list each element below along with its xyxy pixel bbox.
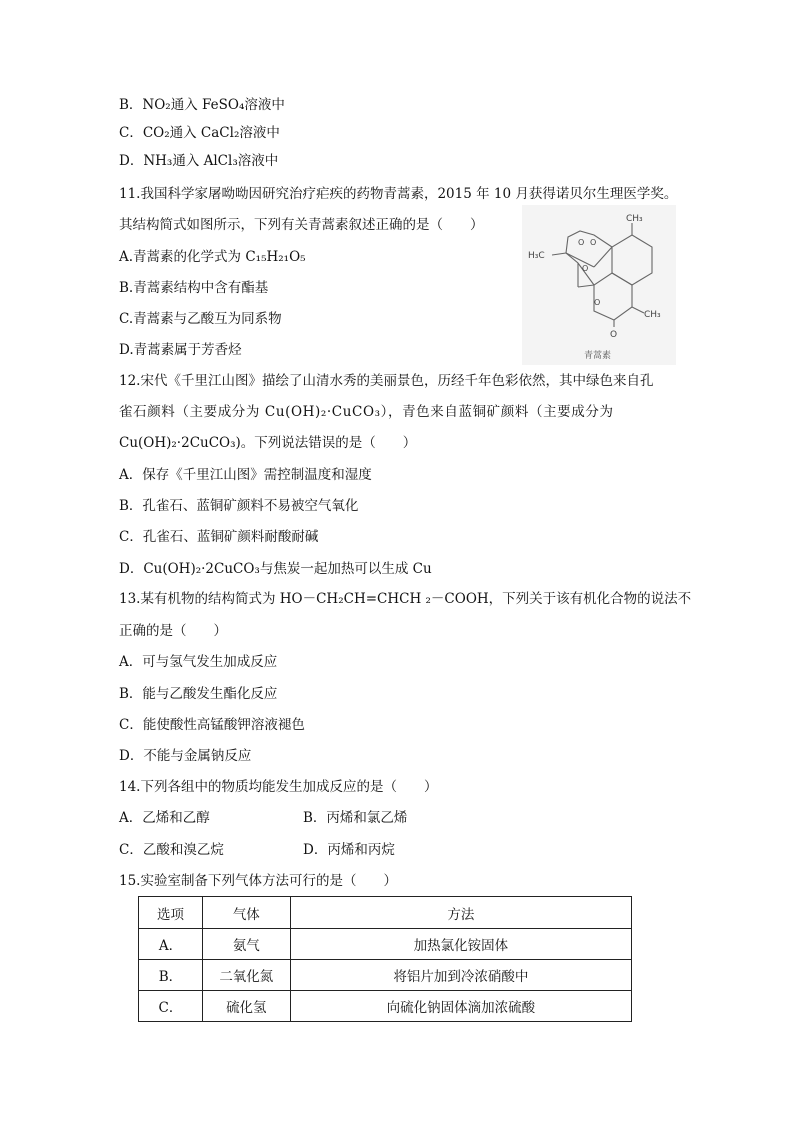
label-peroxide-o2: O bbox=[590, 238, 597, 247]
q14-option-a: A．乙烯和乙醇 bbox=[119, 810, 210, 826]
table-row bbox=[139, 929, 632, 960]
peroxide-ring bbox=[566, 231, 612, 285]
q11-stem-line1: 11.我国科学家屠呦呦因研究治疗疟疾的药物青蒿素，2015 年 10 月获得诺贝尔生理医学奖。 bbox=[119, 186, 678, 202]
lactone-ring bbox=[594, 273, 632, 320]
methyl-bond-right bbox=[632, 307, 644, 313]
q11-option-d: D.青蒿素属于芳香烃 bbox=[119, 342, 242, 358]
q14-option-d: D．丙烯和丙烷 bbox=[303, 842, 395, 858]
q15-options-table bbox=[138, 896, 632, 1022]
q12-stem-line2: 雀石颜料（主要成分为 Cu(OH)₂·CuCO₃），青色来自蓝铜矿颜料（主要成分为 bbox=[119, 404, 614, 420]
q12-stem-line3: Cu(OH)₂·2CuCO₃)。下列说法错误的是（ ） bbox=[119, 435, 417, 451]
q13-option-a: A．可与氢气发生加成反应 bbox=[119, 654, 278, 670]
artemisinin-structure-figure bbox=[522, 205, 676, 365]
q12-option-a: A．保存《千里江山图》需控制温度和湿度 bbox=[119, 467, 372, 483]
q11-option-b: B.青蒿素结构中含有酯基 bbox=[119, 280, 269, 296]
q12-option-c: C．孔雀石、蓝铜矿颜料耐酸耐碱 bbox=[119, 529, 319, 545]
cell-gas: 硫化氢 bbox=[202, 991, 290, 1022]
header-method: 方法 bbox=[290, 897, 631, 929]
q13-option-d: D．不能与金属钠反应 bbox=[119, 748, 252, 764]
q14-stem: 14.下列各组中的物质均能发生加成反应的是（ ） bbox=[119, 779, 438, 795]
q12-option-b: B．孔雀石、蓝铜矿颜料不易被空气氧化 bbox=[119, 498, 359, 514]
cell-method: 加热氯化铵固体 bbox=[290, 929, 631, 960]
q13-option-b: B．能与乙酸发生酯化反应 bbox=[119, 686, 278, 702]
q10-option-d: D．NH₃通入 AlCl₃溶液中 bbox=[119, 153, 279, 169]
table-header-row bbox=[139, 897, 632, 929]
q13-option-c: C．能使酸性高锰酸钾溶液褪色 bbox=[119, 717, 305, 733]
q13-stem-line2: 正确的是（ ） bbox=[119, 623, 227, 639]
figure-caption: 青蒿素 bbox=[584, 351, 612, 361]
q14-option-b: B．丙烯和氯乙烯 bbox=[303, 810, 408, 826]
cell-option: A． bbox=[139, 929, 203, 960]
q10-option-c: C．CO₂通入 CaCl₂溶液中 bbox=[119, 125, 280, 141]
q12-option-d: D．Cu(OH)₂·2CuCO₃与焦炭一起加热可以生成 Cu bbox=[119, 561, 432, 577]
artemisinin-structure-drawing bbox=[522, 205, 676, 365]
header-gas: 气体 bbox=[202, 897, 290, 929]
label-ether-o: O bbox=[582, 264, 589, 273]
cyclohexane-ring bbox=[612, 235, 652, 285]
label-ch3-top: CH₃ bbox=[626, 214, 643, 224]
q12-stem-line1: 12.宋代《千里江山图》描绘了山清水秀的美丽景色，历经千年色彩依然，其中绿色来自孔 bbox=[119, 373, 654, 389]
label-ch3-right: CH₃ bbox=[644, 310, 661, 320]
label-h3c: H₃C bbox=[528, 251, 545, 261]
cell-method: 将铝片加到冷浓硝酸中 bbox=[290, 960, 631, 991]
methyl-bond-left bbox=[552, 253, 566, 255]
table-row bbox=[139, 960, 632, 991]
ring-bond-bottom bbox=[578, 285, 594, 287]
q14-option-c: C．乙酸和溴乙烷 bbox=[119, 842, 224, 858]
q10-option-b: B．NO₂通入 FeSO₄溶液中 bbox=[119, 97, 285, 113]
q13-stem-line1: 13.某有机物的结构简式为 HO－CH₂CH=CHCH ₂－COOH，下列关于该有机化合物的说法不 bbox=[119, 591, 692, 607]
table-row bbox=[139, 991, 632, 1022]
q11-option-a: A.青蒿素的化学式为 C₁₅H₂₁O₅ bbox=[119, 249, 306, 265]
label-ring-o: O bbox=[594, 298, 601, 307]
cell-gas: 氨气 bbox=[202, 929, 290, 960]
label-peroxide-o1: O bbox=[578, 238, 585, 247]
header-option: 选项 bbox=[139, 897, 203, 929]
q15-stem: 15.实验室制备下列气体方法可行的是（ ） bbox=[119, 873, 397, 889]
bridge-bond-2 bbox=[594, 247, 612, 267]
q11-option-c: C.青蒿素与乙酸互为同系物 bbox=[119, 311, 282, 327]
label-carbonyl-o: O bbox=[610, 330, 618, 340]
q11-stem-line2: 其结构简式如图所示，下列有关青蒿素叙述正确的是（ ） bbox=[119, 217, 484, 233]
cell-option: C． bbox=[139, 991, 203, 1022]
cell-option: B． bbox=[139, 960, 203, 991]
cell-gas: 二氧化氮 bbox=[202, 960, 290, 991]
cell-method: 向硫化钠固体滴加浓硫酸 bbox=[290, 991, 631, 1022]
